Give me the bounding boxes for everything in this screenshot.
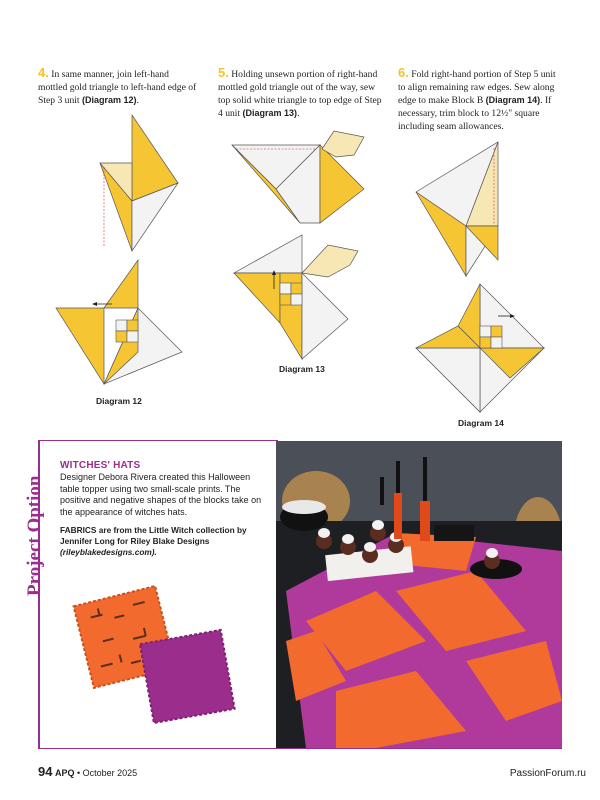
diagram-14 [414, 282, 546, 414]
table-topper-photo [276, 441, 562, 748]
step-4: 4. In same manner, join left-hand mottled gold triangle to left-hand edge of Step 3 unit (Diagram 12). [38, 65, 197, 106]
step-number: 4. [38, 65, 49, 80]
step-text: In same manner, join left-hand mottled gold triangle to left-hand edge of Step 3 unit [38, 69, 197, 106]
fabrics-note: FABRICS are from the Little Witch collection by Jennifer Long for Riley Blake Designs (rileyblakedesigns.com). [60, 525, 247, 557]
magazine-name: APQ [54, 768, 75, 778]
step-6: 6. Fold right-hand portion of Step 5 unit to align remaining raw edges. Sew along edge to make Block B (Diagram 14). If necessary, trim block to 12½" square including seam allowances. [398, 65, 556, 132]
step-number: 6. [398, 65, 409, 80]
project-option-label: Project Option [24, 475, 45, 596]
project-option-rule-top [38, 440, 278, 441]
diagram-13-caption: Diagram 13 [279, 364, 325, 374]
step-text: Holding unsewn portion of right-hand mottled gold triangle out of the way, sew top solid white triangle to top edge of Step 4 unit [218, 69, 382, 119]
diagram-ref: (Diagram 14) [485, 95, 541, 105]
step-5: 5. Holding unsewn portion of right-hand mottled gold triangle out of the way, sew top solid white triangle to top edge of Step 4 unit (Diagram 13). [218, 65, 382, 119]
diagram-ref: (Diagram 12) [81, 95, 137, 105]
site-watermark: PassionForum.ru [509, 768, 586, 779]
project-option-title: WITCHES' HATS [60, 460, 141, 471]
diagram-12-upper [96, 113, 186, 253]
diagram-12 [54, 258, 184, 388]
issue-date: October 2025 [82, 768, 138, 778]
fabric-swatches-image [74, 585, 244, 725]
project-option-rule-bottom [38, 748, 562, 749]
diagram-ref: (Diagram 13) [242, 108, 298, 118]
diagram-14-caption: Diagram 14 [458, 418, 504, 428]
step-number: 5. [218, 65, 229, 80]
diagram-13 [232, 233, 382, 363]
diagram-14-upper [414, 140, 504, 280]
page-number: 94 [38, 764, 53, 779]
step-text: Fold right-hand portion of Step 5 unit to align remaining raw edges. Sew along edge to make Block B [398, 69, 556, 106]
project-option-body: Designer Debora Rivera created this Halloween table topper using two small-scale prints. The positive and negative shapes of the blocks take on the appearance of witches hats. [60, 472, 262, 517]
diagram-13-upper [230, 125, 380, 230]
diagram-12-caption: Diagram 12 [96, 396, 142, 406]
page-footer: 94 APQ • October 2025 [38, 764, 138, 779]
